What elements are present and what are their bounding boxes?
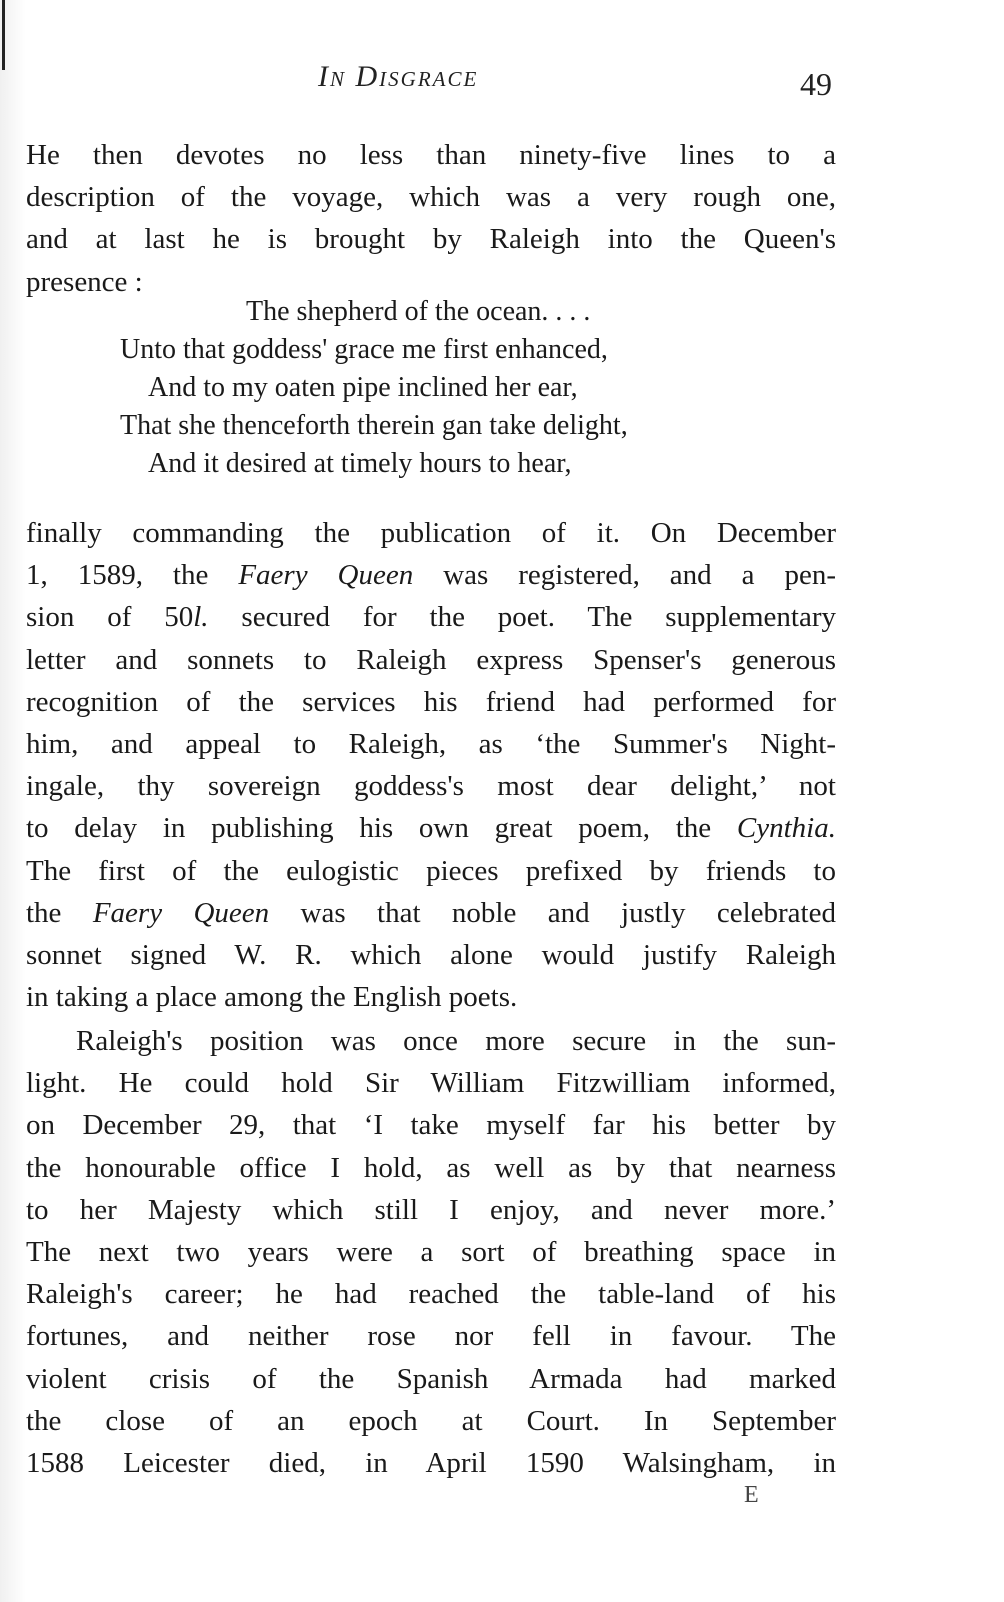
text-line: to her Majesty which still I enjoy, and never more.’ [26,1193,836,1226]
text-line: the honourable office I hold, as well as by that nearness [26,1151,836,1184]
text-line: letter and sonnets to Raleigh express Spenser's generous [26,643,836,676]
text-line: Raleigh's position was once more secure in the sun- [76,1025,836,1057]
text-line: The next two years were a sort of breathing space in [26,1235,836,1268]
text-fragment: secured for the poet. The supplementary [208,601,836,634]
text-line: fortunes, and neither rose nor fell in favour. The [26,1320,836,1353]
text-line: on December 29, that ‘I take myself far his better by [26,1109,836,1142]
text-line: and at last he is brought by Raleigh into the Queen's [26,223,836,256]
text-line: description of the voyage, which was a very rough one, [26,181,836,214]
text-line: recognition of the services his friend had performed for [26,685,836,718]
text-line: him, and appeal to Raleigh, as ‘the Summer's Night- [26,727,836,760]
text-line: Raleigh's career; he had reached the table-land of his [26,1278,836,1311]
text-line: violent crisis of the Spanish Armada had marked [26,1362,836,1395]
text-line: 1588 Leicester died, in April 1590 Walsingham, in [26,1446,836,1479]
text-fragment: sion of 50 [26,601,194,634]
italic-title: Faery Queen [92,896,270,929]
text-fragment: was registered, and a pen- [413,559,837,592]
verse-line: And it desired at timely hours to hear, [148,448,572,479]
verse-line: Unto that goddess' grace me first enhanced, [120,334,608,365]
text-fragment: 1, 1589, the [26,559,239,592]
text-line [26,596,836,638]
page-number: 49 [800,66,832,102]
text-line: finally commanding the publication of it. On December [26,517,836,549]
paragraph-3 [26,1020,836,1484]
text-line: ingale, thy sovereign goddess's most dear delight,’ not [26,770,836,803]
text-line [26,554,836,596]
text-line [26,892,836,934]
text-fragment: to delay in publishing his own great poem, the [26,812,737,845]
italic-title: Faery Queen [238,559,414,592]
running-head: In Disgrace [318,60,479,93]
text-fragment: the [26,896,93,929]
text-fragment: was that noble and justly celebrated [269,896,836,929]
italic-unit: l. [193,601,209,634]
paragraph-1 [26,134,836,303]
page-binding-edge [0,0,26,1602]
verse-line: That she thenceforth therein gan take delight, [120,410,628,441]
text-line: He then devotes no less than ninety-five lines to a [26,139,836,171]
text-line [26,807,836,849]
text-line: light. He could hold Sir William Fitzwilliam informed, [26,1067,836,1100]
text-line: in taking a place among the English poets. [26,981,518,1014]
text-line: presence : [26,265,143,298]
text-line: sonnet signed W. R. which alone would justify Raleigh [26,938,836,971]
text-line: The first of the eulogistic pieces prefixed by friends to [26,854,836,887]
italic-title: Cynthia. [736,812,836,845]
verse-line: And to my oaten pipe inclined her ear, [148,372,578,403]
paragraph-2 [26,512,836,1018]
verse-line: The shepherd of the ocean. . . . [246,296,591,327]
signature-mark: E [744,1482,759,1508]
text-line: the close of an epoch at Court. In September [26,1404,836,1437]
